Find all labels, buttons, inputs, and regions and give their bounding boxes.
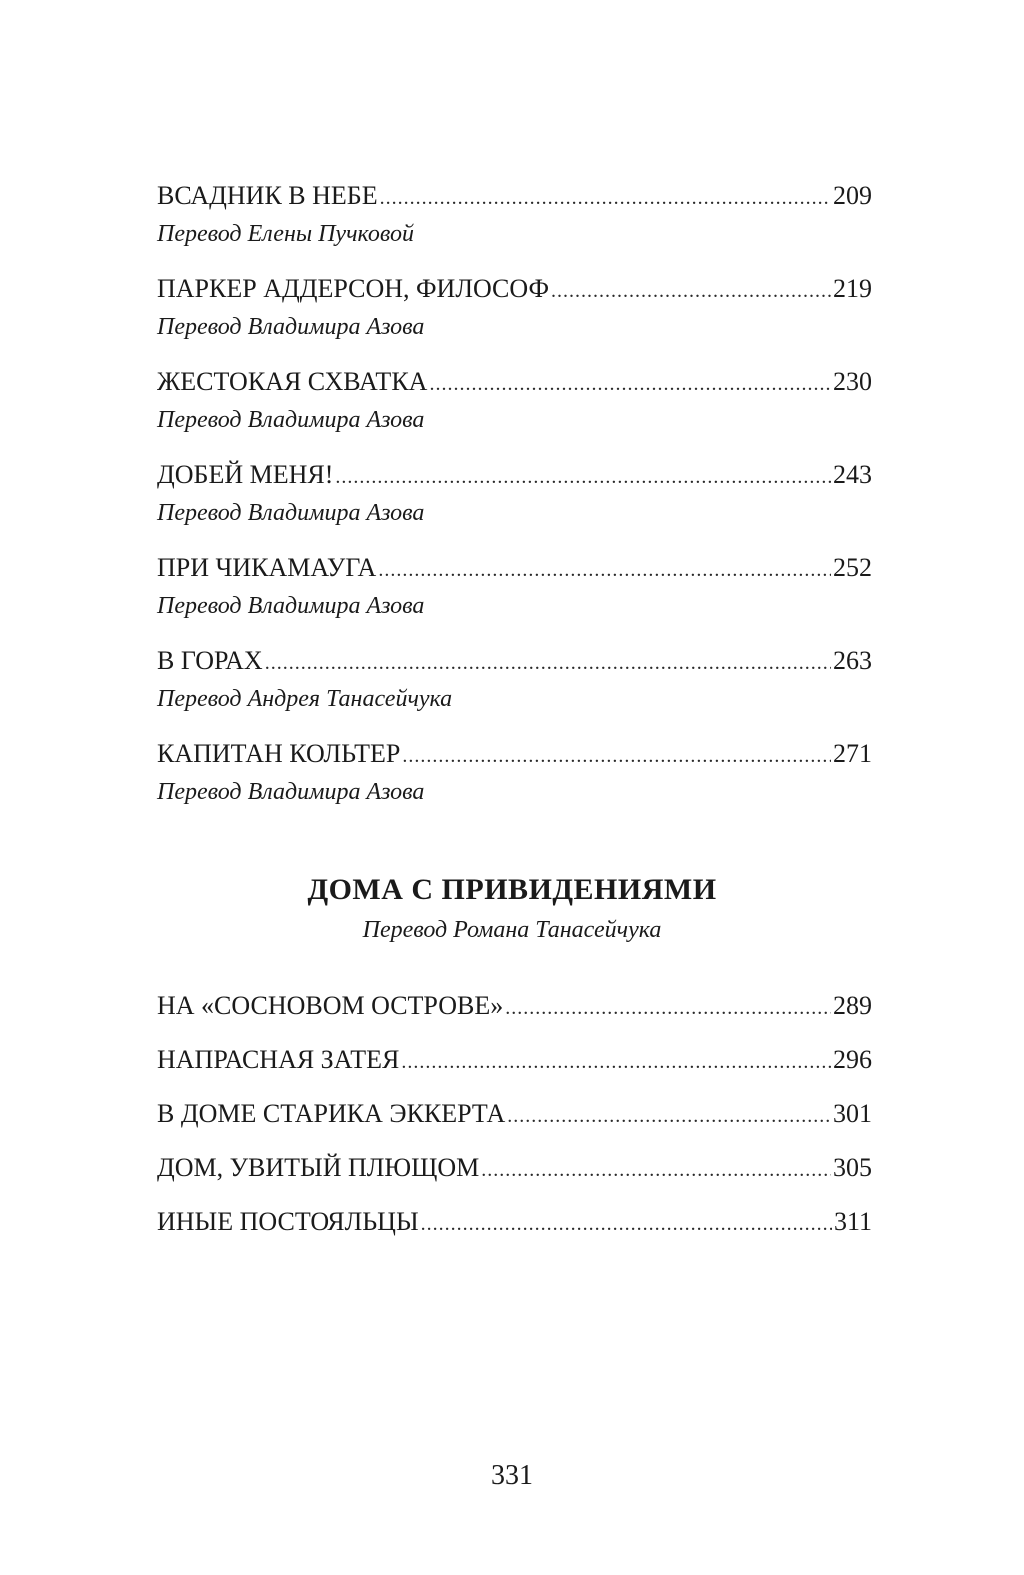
toc-entry-page: 305 <box>833 1153 872 1182</box>
page-number: 331 <box>491 1460 533 1491</box>
dot-leader <box>507 1096 831 1136</box>
toc-entry-page: 219 <box>833 274 872 303</box>
toc-entry-page: 252 <box>833 553 872 582</box>
toc-entry-title: ВСАДНИК В НЕБЕ <box>157 181 378 210</box>
toc-entry-page: 289 <box>833 991 872 1020</box>
toc-entry-translator: Перевод Владимира Азова <box>157 593 425 619</box>
toc-entry-title: ПАРКЕР АДДЕРСОН, ФИЛОСОФ <box>157 274 550 303</box>
toc-entry-page: 301 <box>833 1099 872 1128</box>
dot-leader <box>335 457 831 497</box>
toc-entry <box>157 734 872 774</box>
toc-entry <box>157 1040 872 1094</box>
dot-leader <box>378 550 831 590</box>
toc-entry <box>157 641 872 681</box>
toc-entry-title: ДОБЕЙ МЕНЯ! <box>157 460 334 489</box>
section-translator: Перевод Романа Танасейчука <box>362 917 662 943</box>
toc-entry <box>157 1148 872 1202</box>
dot-leader <box>481 1150 831 1190</box>
toc-entry-page: 271 <box>833 739 872 768</box>
toc-entry-translator: Перевод Владимира Азова <box>157 779 425 805</box>
dot-leader <box>429 364 831 404</box>
toc-entry-page: 230 <box>833 367 872 396</box>
toc-entry-title: В ДОМЕ СТАРИКА ЭККЕРТА <box>157 1099 506 1128</box>
section-heading <box>0 868 1024 948</box>
dot-leader <box>265 643 831 683</box>
toc-entry-page: 296 <box>833 1045 872 1074</box>
toc-entry <box>157 1202 872 1256</box>
toc-entry-page: 263 <box>833 646 872 675</box>
toc-entry-translator: Перевод Андрея Танасейчука <box>157 686 453 712</box>
toc-entry-page: 243 <box>833 460 872 489</box>
toc-entry-title: НАПРАСНАЯ ЗАТЕЯ <box>157 1045 400 1074</box>
toc-entry <box>157 1094 872 1148</box>
toc-list <box>157 176 872 827</box>
dot-leader <box>551 271 831 311</box>
dot-leader <box>421 1204 832 1244</box>
toc-entry-title: ДОМ, УВИТЫЙ ПЛЮЩОМ <box>157 1153 480 1182</box>
toc-entry-title: В ГОРАХ <box>157 646 263 675</box>
toc-list <box>157 986 872 1256</box>
toc-entry-title: ЖЕСТОКАЯ СХВАТКА <box>157 367 428 396</box>
dot-leader <box>505 988 831 1028</box>
section-title: ДОМА С ПРИВИДЕНИЯМИ <box>307 873 717 906</box>
toc-entry <box>157 548 872 588</box>
toc-entry <box>157 362 872 402</box>
toc-entry-page: 311 <box>833 1207 872 1236</box>
toc-entry-title: КАПИТАН КОЛЬТЕР <box>157 739 401 768</box>
dot-leader <box>402 736 831 776</box>
toc-entry-title: НА «СОСНОВОМ ОСТРОВЕ» <box>157 991 504 1020</box>
toc-entry-title: ИНЫЕ ПОСТОЯЛЬЦЫ <box>157 1207 419 1236</box>
toc-entry-page: 209 <box>833 181 872 210</box>
toc-entry <box>157 269 872 309</box>
toc-entry <box>157 176 872 216</box>
toc-entry <box>157 986 872 1040</box>
toc-entry-translator: Перевод Владимира Азова <box>157 407 425 433</box>
toc-entry-translator: Перевод Владимира Азова <box>157 500 425 526</box>
toc-entry-translator: Перевод Владимира Азова <box>157 314 425 340</box>
toc-entry-title: ПРИ ЧИКАМАУГА <box>157 553 377 582</box>
dot-leader <box>380 178 831 218</box>
toc-entry-translator: Перевод Елены Пучковой <box>157 221 414 247</box>
toc-entry <box>157 455 872 495</box>
dot-leader <box>401 1042 831 1082</box>
